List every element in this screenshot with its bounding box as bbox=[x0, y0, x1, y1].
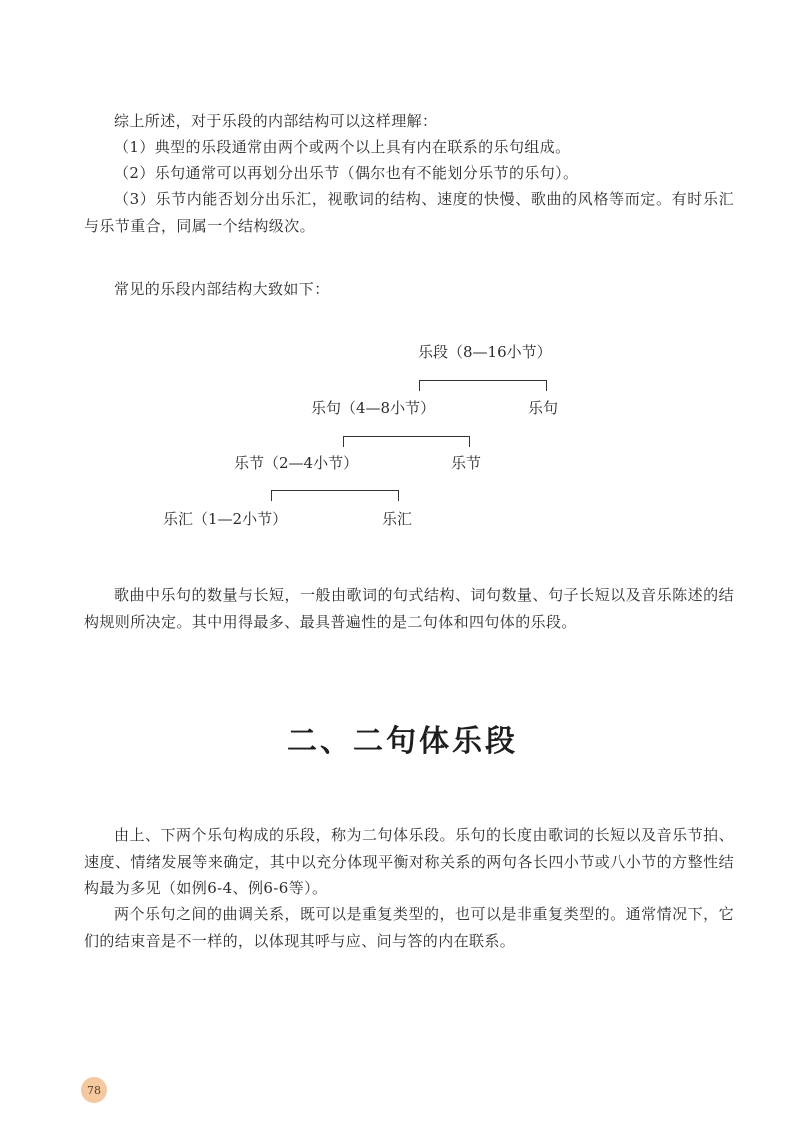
section-paragraph-1: 由上、下两个乐句构成的乐段，称为二句体乐段。乐句的长度由歌词的长短以及音乐节拍、速度、情绪发展等来确定，其中以充分体现平衡对称关系的两句各长四小节或八小节的方整性结构最为多见（如例6-4、例6-6等）。 bbox=[84, 826, 734, 897]
tree-node-phrase-left: 乐句（4—8小节） bbox=[311, 399, 436, 417]
tree-bracket-level3 bbox=[271, 490, 399, 501]
summary-item-1: （1）典型的乐段通常由两个或两个以上具有内在联系的乐句组成。 bbox=[114, 138, 571, 156]
tree-node-section: 乐段（8—16小节） bbox=[418, 343, 552, 361]
tree-node-motif-right: 乐汇 bbox=[382, 510, 413, 528]
tree-bracket-level2 bbox=[343, 436, 470, 447]
tree-node-subphrase-right: 乐节 bbox=[451, 454, 482, 472]
summary-item-3: （3）乐节内能否划分出乐汇，视歌词的结构、速度的快慢、歌曲的风格等而定。有时乐汇与乐节重合，同属一个结构级次。 bbox=[84, 190, 734, 235]
structure-intro: 常见的乐段内部结构大致如下： bbox=[114, 280, 330, 298]
page-number-badge: 78 bbox=[81, 1077, 107, 1103]
tree-node-phrase-right: 乐句 bbox=[528, 399, 559, 417]
summary-item-2: （2）乐句通常可以再划分出乐节（偶尔也有不能划分乐节的乐句）。 bbox=[114, 164, 579, 182]
summary-intro: 综上所述，对于乐段的内部结构可以这样理解： bbox=[114, 112, 438, 130]
section-paragraph-2: 两个乐句之间的曲调关系，既可以是重复类型的，也可以是非重复类型的。通常情况下，它们的结束音是不一样的，以体现其呼与应、问与答的内在联系。 bbox=[84, 905, 734, 950]
tree-node-subphrase-left: 乐节（2—4小节） bbox=[234, 454, 359, 472]
section-title: 二、二句体乐段 bbox=[287, 724, 518, 759]
tree-bracket-level1 bbox=[419, 380, 547, 391]
tree-node-motif-left: 乐汇（1—2小节） bbox=[163, 510, 288, 528]
paragraph-after-tree: 歌曲中乐句的数量与长短，一般由歌词的句式结构、词句数量、句子长短以及音乐陈述的结构规则所决定。其中用得最多、最具普遍性的是二句体和四句体的乐段。 bbox=[84, 586, 734, 631]
